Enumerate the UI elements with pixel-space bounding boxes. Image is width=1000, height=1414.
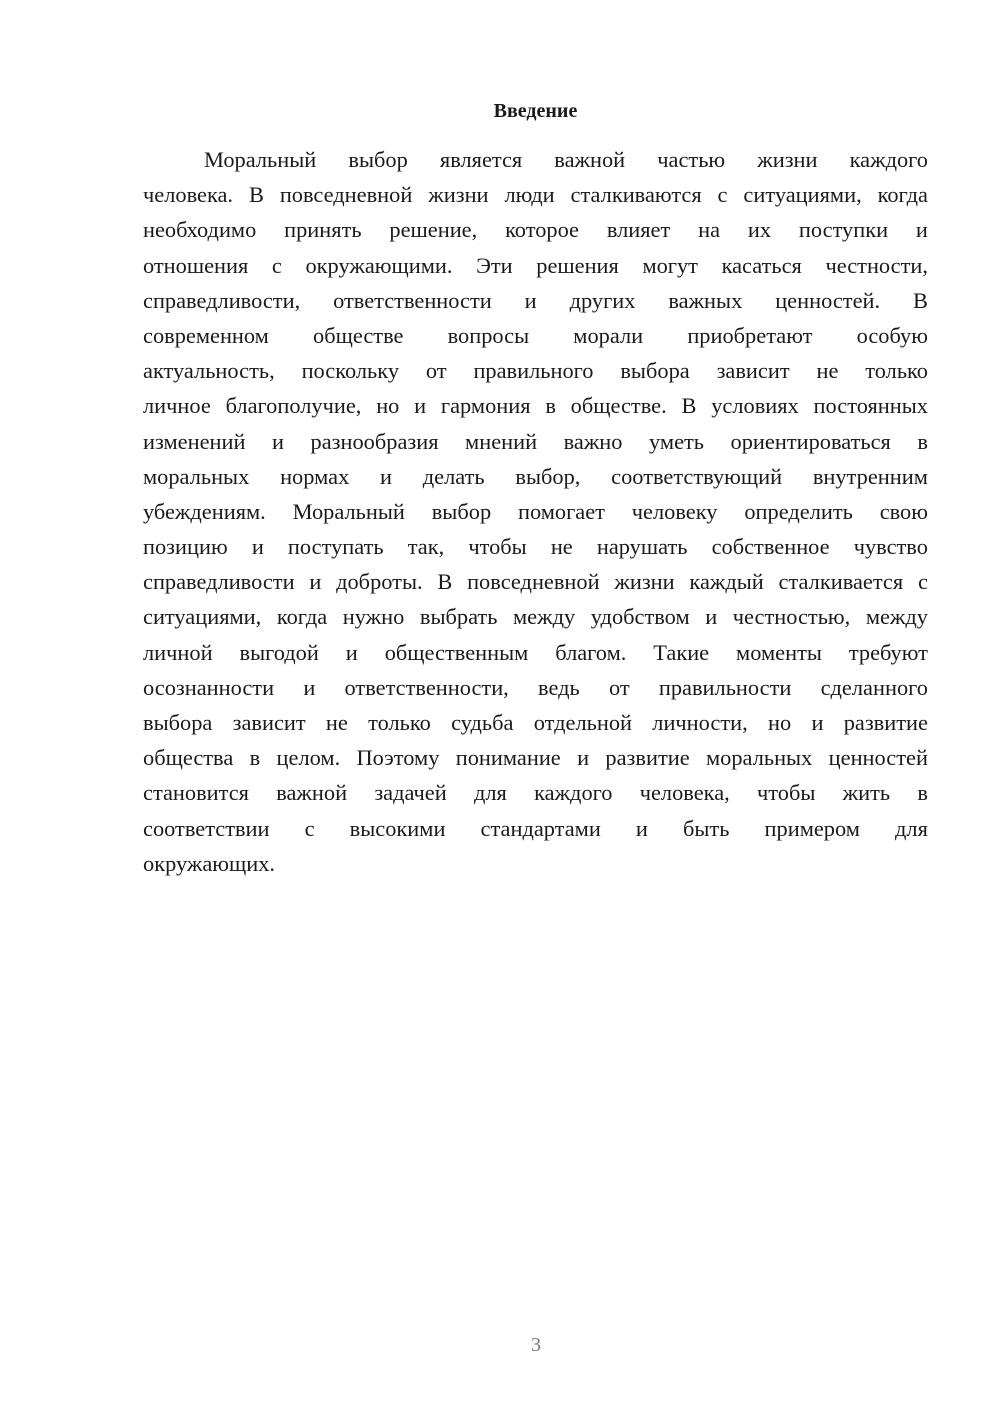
word: жизни <box>757 147 818 172</box>
word: чтобы <box>757 780 816 806</box>
word: личное <box>143 393 211 419</box>
body-paragraph <box>143 142 928 881</box>
word: каждого <box>849 147 928 172</box>
word: и <box>811 710 824 735</box>
word: когда <box>877 182 928 208</box>
word: сталкивается <box>778 569 904 595</box>
word: каждого <box>534 780 613 806</box>
word: в <box>917 428 928 454</box>
text-line <box>143 846 928 881</box>
word: важно <box>563 428 623 454</box>
word: соответствии <box>143 815 270 841</box>
word: для <box>895 815 928 841</box>
text-line <box>143 564 928 599</box>
text-line <box>143 212 928 247</box>
word: и <box>524 287 537 313</box>
word: сталкиваются <box>570 182 702 208</box>
word: влияет <box>606 217 671 243</box>
word: выгодой <box>239 639 319 665</box>
word: соответствующий <box>611 463 783 489</box>
word: В <box>248 182 264 208</box>
word: решение, <box>389 217 478 243</box>
word: честностью, <box>732 604 851 630</box>
word: других <box>569 287 636 313</box>
word: вопросы <box>447 322 530 348</box>
word: и <box>272 428 284 454</box>
word: и <box>380 463 393 489</box>
word: не <box>816 358 839 384</box>
text-line <box>143 775 928 810</box>
word: выбор <box>348 147 408 172</box>
text-line <box>143 177 928 212</box>
word: и <box>251 534 264 560</box>
word: и <box>635 815 648 841</box>
word: примером <box>764 815 860 841</box>
word: В <box>681 393 697 419</box>
word: важных <box>668 287 743 313</box>
word: правильного <box>473 358 594 384</box>
section-heading: Введение <box>493 100 578 122</box>
word: жизни <box>614 569 675 595</box>
text-line <box>143 599 928 634</box>
word: ценностей. <box>775 287 881 313</box>
text-line <box>143 529 928 564</box>
word: выбор <box>431 498 492 524</box>
word: в <box>249 745 261 771</box>
word: актуальность, <box>143 358 275 384</box>
word: каждый <box>689 569 764 595</box>
word: позицию <box>143 534 228 560</box>
word: могут <box>642 252 698 278</box>
word: повседневной <box>467 569 600 595</box>
word: от <box>425 358 447 384</box>
text-line <box>143 318 928 353</box>
word: важной <box>276 780 348 806</box>
word: делать <box>422 463 485 489</box>
text-line <box>143 248 928 283</box>
word: требуют <box>848 639 928 665</box>
word: только <box>368 710 431 735</box>
word: чтобы <box>468 534 527 560</box>
word: убеждениям. <box>143 498 266 524</box>
word: не <box>325 710 348 735</box>
word: с <box>717 182 728 208</box>
word: но <box>376 393 400 419</box>
word: от <box>608 674 630 700</box>
word: особую <box>856 322 928 348</box>
word: в <box>545 393 556 419</box>
word: окружающих. <box>143 850 276 876</box>
word: выбрать <box>419 604 498 630</box>
word: Такие <box>653 639 710 665</box>
word: помогает <box>517 498 605 524</box>
word: человека, <box>639 780 730 806</box>
word: поскольку <box>301 358 400 384</box>
word: моменты <box>736 639 822 665</box>
word: зависит <box>716 358 790 384</box>
word: и <box>915 217 928 243</box>
word: свою <box>879 498 928 524</box>
word: отдельной <box>533 710 632 735</box>
word: поступки <box>798 217 889 243</box>
word: ориентироваться <box>730 428 891 454</box>
text-line <box>143 142 928 177</box>
text-line <box>143 494 928 529</box>
word: является <box>439 147 523 172</box>
word: зависит <box>232 710 306 735</box>
word: осознанности <box>143 674 275 700</box>
word: с <box>917 569 928 595</box>
text-line <box>143 459 928 494</box>
word: ведь <box>538 674 580 700</box>
word: доброты. <box>336 569 423 595</box>
word: Моральный <box>292 498 405 524</box>
word: понимание <box>455 745 561 771</box>
word: моральных <box>143 463 250 489</box>
word: собственное <box>711 534 830 560</box>
text-line <box>143 424 928 459</box>
word: В <box>913 287 928 313</box>
word: сделанного <box>820 674 928 700</box>
word: приобретают <box>687 322 813 348</box>
word: между <box>865 604 928 630</box>
word: в <box>917 780 928 806</box>
word: становится <box>143 780 249 806</box>
word: которое <box>505 217 579 243</box>
word: отношения <box>143 252 249 278</box>
word: не <box>550 534 573 560</box>
word: внутренним <box>812 463 928 489</box>
word: между <box>513 604 576 630</box>
word: и <box>414 393 427 419</box>
word: чувство <box>853 534 928 560</box>
word: так, <box>407 534 445 560</box>
word: современном <box>143 322 269 348</box>
word: развитие <box>605 745 690 771</box>
word: обществе <box>313 322 404 348</box>
word: ситуациями, <box>743 182 862 208</box>
text-line <box>143 740 928 775</box>
word: но <box>768 710 792 735</box>
word: с <box>271 252 282 278</box>
word: их <box>747 217 772 243</box>
text-line <box>143 635 928 670</box>
word: высокими <box>349 815 446 841</box>
word: важной <box>554 147 626 172</box>
word: на <box>698 217 721 243</box>
text-line <box>143 388 928 423</box>
word: окружающими. <box>305 252 453 278</box>
word: удобством <box>590 604 690 630</box>
word: выбора <box>620 358 690 384</box>
word: ситуациями, <box>143 604 262 630</box>
word: человека. <box>143 182 234 208</box>
word: моральных <box>706 745 813 771</box>
word: благополучие, <box>225 393 362 419</box>
word: частью <box>657 147 726 172</box>
word: жизни <box>428 182 489 208</box>
word: поступать <box>287 534 384 560</box>
word: задачей <box>374 780 447 806</box>
word: морали <box>573 322 644 348</box>
word: личной <box>143 639 213 665</box>
word: судьба <box>451 710 514 735</box>
word: развитие <box>843 710 928 735</box>
word: ответственности, <box>344 674 509 700</box>
word: В <box>437 569 453 595</box>
page-number: 3 <box>531 1334 541 1356</box>
word: справедливости <box>143 569 295 595</box>
word: и <box>309 569 322 595</box>
word: постоянных <box>813 393 928 419</box>
word: быть <box>683 815 730 841</box>
word: выбора <box>143 710 213 735</box>
word: с <box>304 815 315 841</box>
word: справедливости, <box>143 287 301 313</box>
word: определить <box>744 498 853 524</box>
word: уметь <box>649 428 705 454</box>
text-line <box>143 811 928 846</box>
word: когда <box>276 604 328 630</box>
word: мнений <box>465 428 538 454</box>
word: необходимо <box>143 217 257 243</box>
word: Моральный <box>204 147 317 172</box>
word: Эти <box>476 252 513 278</box>
word: только <box>865 358 928 384</box>
text-line <box>143 670 928 705</box>
word: ценностей <box>828 745 928 771</box>
word: правильности <box>658 674 792 700</box>
word: изменений <box>143 428 246 454</box>
word: и <box>705 604 718 630</box>
word: для <box>473 780 507 806</box>
word: человеку <box>631 498 718 524</box>
word: условиях <box>711 393 799 419</box>
word: и <box>577 745 590 771</box>
word: люди <box>504 182 555 208</box>
word: и <box>345 639 358 665</box>
word: нужно <box>342 604 405 630</box>
word: стандартами <box>480 815 601 841</box>
word: принять <box>284 217 362 243</box>
word: нарушать <box>596 534 688 560</box>
word: решения <box>536 252 619 278</box>
text-line <box>143 705 928 740</box>
word: общества <box>143 745 234 771</box>
word: выбор, <box>515 463 581 489</box>
word: нормах <box>280 463 350 489</box>
word: разнообразия <box>310 428 439 454</box>
word: благом. <box>555 639 627 665</box>
word: касаться <box>721 252 802 278</box>
word: общественным <box>384 639 529 665</box>
word: Поэтому <box>356 745 440 771</box>
text-line <box>143 353 928 388</box>
word: целом. <box>276 745 341 771</box>
word: и <box>303 674 316 700</box>
word: жить <box>842 780 891 806</box>
text-line <box>143 283 928 318</box>
word: личности, <box>652 710 748 735</box>
word: обществе. <box>570 393 667 419</box>
word: честности, <box>825 252 928 278</box>
word: ответственности <box>333 287 492 313</box>
word: повседневной <box>279 182 413 208</box>
word: гармония <box>440 393 531 419</box>
